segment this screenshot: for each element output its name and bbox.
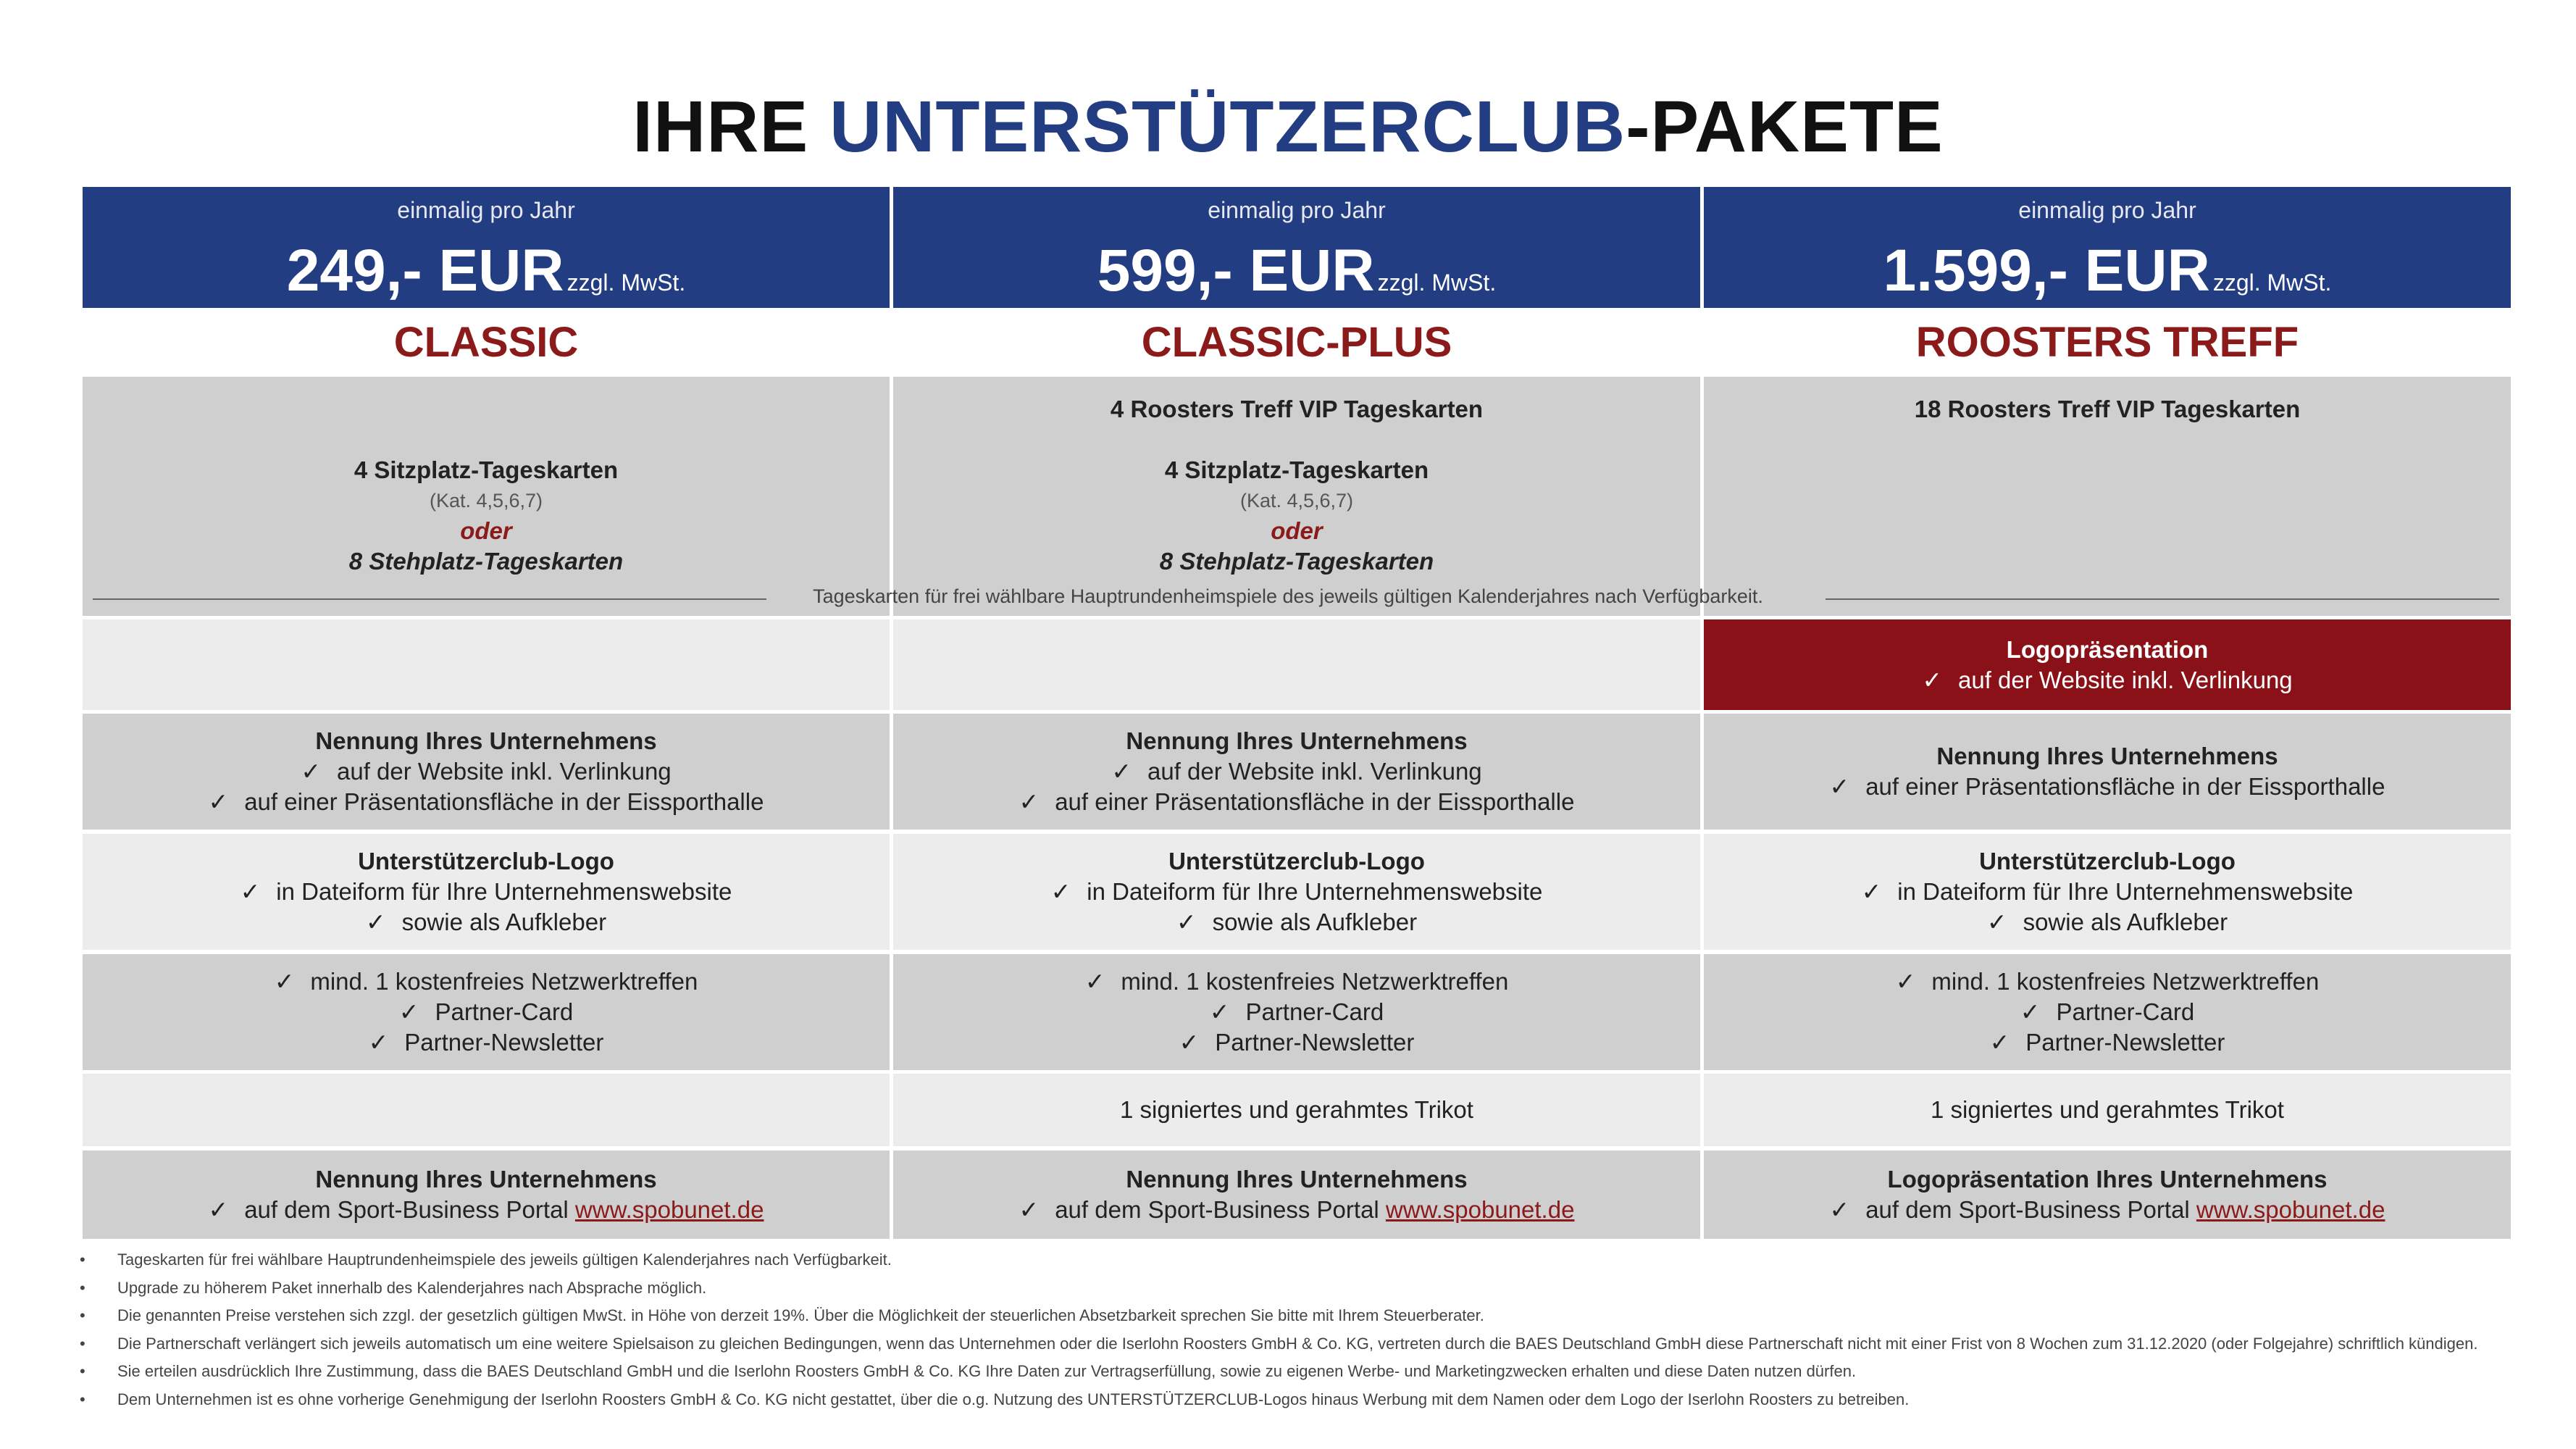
footnote: • Die genannten Preise verstehen sich zzgl. der gesetzlich gültigen MwSt. in Höhe von derzeit 19%. Über die Möglichkeit der steuerlichen Absetzbarkeit sprechen Sie bitte mit Ihrem Steuerberater. [80, 1302, 2514, 1330]
price-header-classic: einmalig pro Jahr 249,- EUR zzgl. MwSt. [83, 187, 890, 308]
network-cell-classic-plus: ✓ mind. 1 kostenfreies Netzwerktreffen ✓ Partner-Card ✓ Partner-Newsletter [893, 954, 1700, 1070]
package-name-classic: CLASSIC [393, 319, 579, 366]
network-cell-roosters-treff: ✓ mind. 1 kostenfreies Netzwerktreffen ✓ Partner-Card ✓ Partner-Newsletter [1704, 954, 2511, 1070]
trikot-cell-classic-plus: 1 signiertes und gerahmtes Trikot [893, 1074, 1700, 1146]
empty-cell [83, 1074, 890, 1146]
page-title: IHRE UNTERSTÜTZERCLUB-PAKETE [632, 86, 1944, 167]
logo-praesentation-cell: Logopräsentation ✓ auf der Website inkl. Verlinkung [1704, 619, 2511, 710]
price-header-classic-plus: einmalig pro Jahr 599,- EUR zzgl. MwSt. [893, 187, 1700, 308]
nennung-cell-classic-plus: Nennung Ihres Unternehmens ✓ auf der Website inkl. Verlinkung ✓ auf einer Präsentationsfläche in der Eissporthalle [893, 714, 1700, 830]
empty-cell [893, 619, 1700, 710]
portal-cell-roosters-treff: Logopräsentation Ihres Unternehmens ✓ auf dem Sport-Business Portal www.spobunet.de [1704, 1151, 2511, 1239]
package-name-classic-plus: CLASSIC-PLUS [1141, 319, 1452, 366]
tickets-cell-roosters-treff: 18 Roosters Treff VIP Tageskarten [1704, 377, 2511, 616]
tickets-note: Tageskarten für frei wählbare Hauptrundenheimspiele des jeweils gültigen Kalenderjahres nach Verfügbarkeit. [813, 585, 1763, 607]
portal-cell-classic: Nennung Ihres Unternehmens ✓ auf dem Sport-Business Portal www.spobunet.de [83, 1151, 890, 1239]
logo-cell-roosters-treff: Unterstützerclub-Logo ✓ in Dateiform für Ihre Unternehmenswebsite ✓ sowie als Aufkleber [1704, 834, 2511, 950]
spobunet-link[interactable]: www.spobunet.de [2196, 1196, 2385, 1223]
tickets-cell-classic-plus: 4 Roosters Treff VIP Tageskarten 4 Sitzplatz-Tageskarten (Kat. 4,5,6,7) oder 8 Stehplatz-Tageskarten [893, 377, 1700, 616]
footnote: • Die Partnerschaft verlängert sich jeweils automatisch um eine weitere Spielsaison zu gleichen Bedingungen, wenn das Unternehmen oder die Iserlohn Roosters GmbH & Co. KG, vertreten durch die BAES Deutschland GmbH diese Partnerschaft nicht mit einer Frist von 8 Wochen zum 31.12.2020 (oder Folgejahre) schriftlich kündigen. [80, 1330, 2514, 1358]
logo-cell-classic-plus: Unterstützerclub-Logo ✓ in Dateiform für Ihre Unternehmenswebsite ✓ sowie als Aufkleber [893, 834, 1700, 950]
footnote: • Dem Unternehmen ist es ohne vorherige Genehmigung der Iserlohn Roosters GmbH & Co. KG nicht gestattet, über die o.g. Nutzung des UNTERSTÜTZERCLUB-Logos hinaus Werbung mit dem Namen oder dem Logo der Iserlohn Roosters zu betreiben. [80, 1386, 2514, 1414]
footnote: • Tageskarten für frei wählbare Hauptrundenheimspiele des jeweils gültigen Kalenderjahres nach Verfügbarkeit. [80, 1246, 2514, 1274]
logo-cell-classic: Unterstützerclub-Logo ✓ in Dateiform für Ihre Unternehmenswebsite ✓ sowie als Aufkleber [83, 834, 890, 950]
portal-cell-classic-plus: Nennung Ihres Unternehmens ✓ auf dem Sport-Business Portal www.spobunet.de [893, 1151, 1700, 1239]
spobunet-link[interactable]: www.spobunet.de [574, 1196, 764, 1223]
package-name-roosters-treff: ROOSTERS TREFF [1915, 319, 2299, 366]
network-cell-classic: ✓ mind. 1 kostenfreies Netzwerktreffen ✓ Partner-Card ✓ Partner-Newsletter [83, 954, 890, 1070]
price-header-roosters-treff: einmalig pro Jahr 1.599,- EUR zzgl. MwSt. [1704, 187, 2511, 308]
footnote: • Upgrade zu höherem Paket innerhalb des Kalenderjahres nach Absprache möglich. [80, 1274, 2514, 1303]
trikot-cell-roosters-treff: 1 signiertes und gerahmtes Trikot [1704, 1074, 2511, 1146]
tickets-cell-classic: 4 Sitzplatz-Tageskarten (Kat. 4,5,6,7) oder 8 Stehplatz-Tageskarten [83, 377, 890, 616]
empty-cell [83, 619, 890, 710]
nennung-cell-classic: Nennung Ihres Unternehmens ✓ auf der Website inkl. Verlinkung ✓ auf einer Präsentationsfläche in der Eissporthalle [83, 714, 890, 830]
spobunet-link[interactable]: www.spobunet.de [1385, 1196, 1575, 1223]
nennung-cell-roosters-treff: Nennung Ihres Unternehmens ✓ auf einer Präsentationsfläche in der Eissporthalle [1704, 714, 2511, 830]
footnote: • Sie erteilen ausdrücklich Ihre Zustimmung, dass die BAES Deutschland GmbH und die Iserlohn Roosters GmbH & Co. KG Ihre Daten zur Vertragserfüllung, sowie zu eigenen Werbe- und Marketingzwecken erhalten und diese Daten nutzen dürfen. [80, 1358, 2514, 1386]
footnotes [80, 1246, 2514, 1413]
